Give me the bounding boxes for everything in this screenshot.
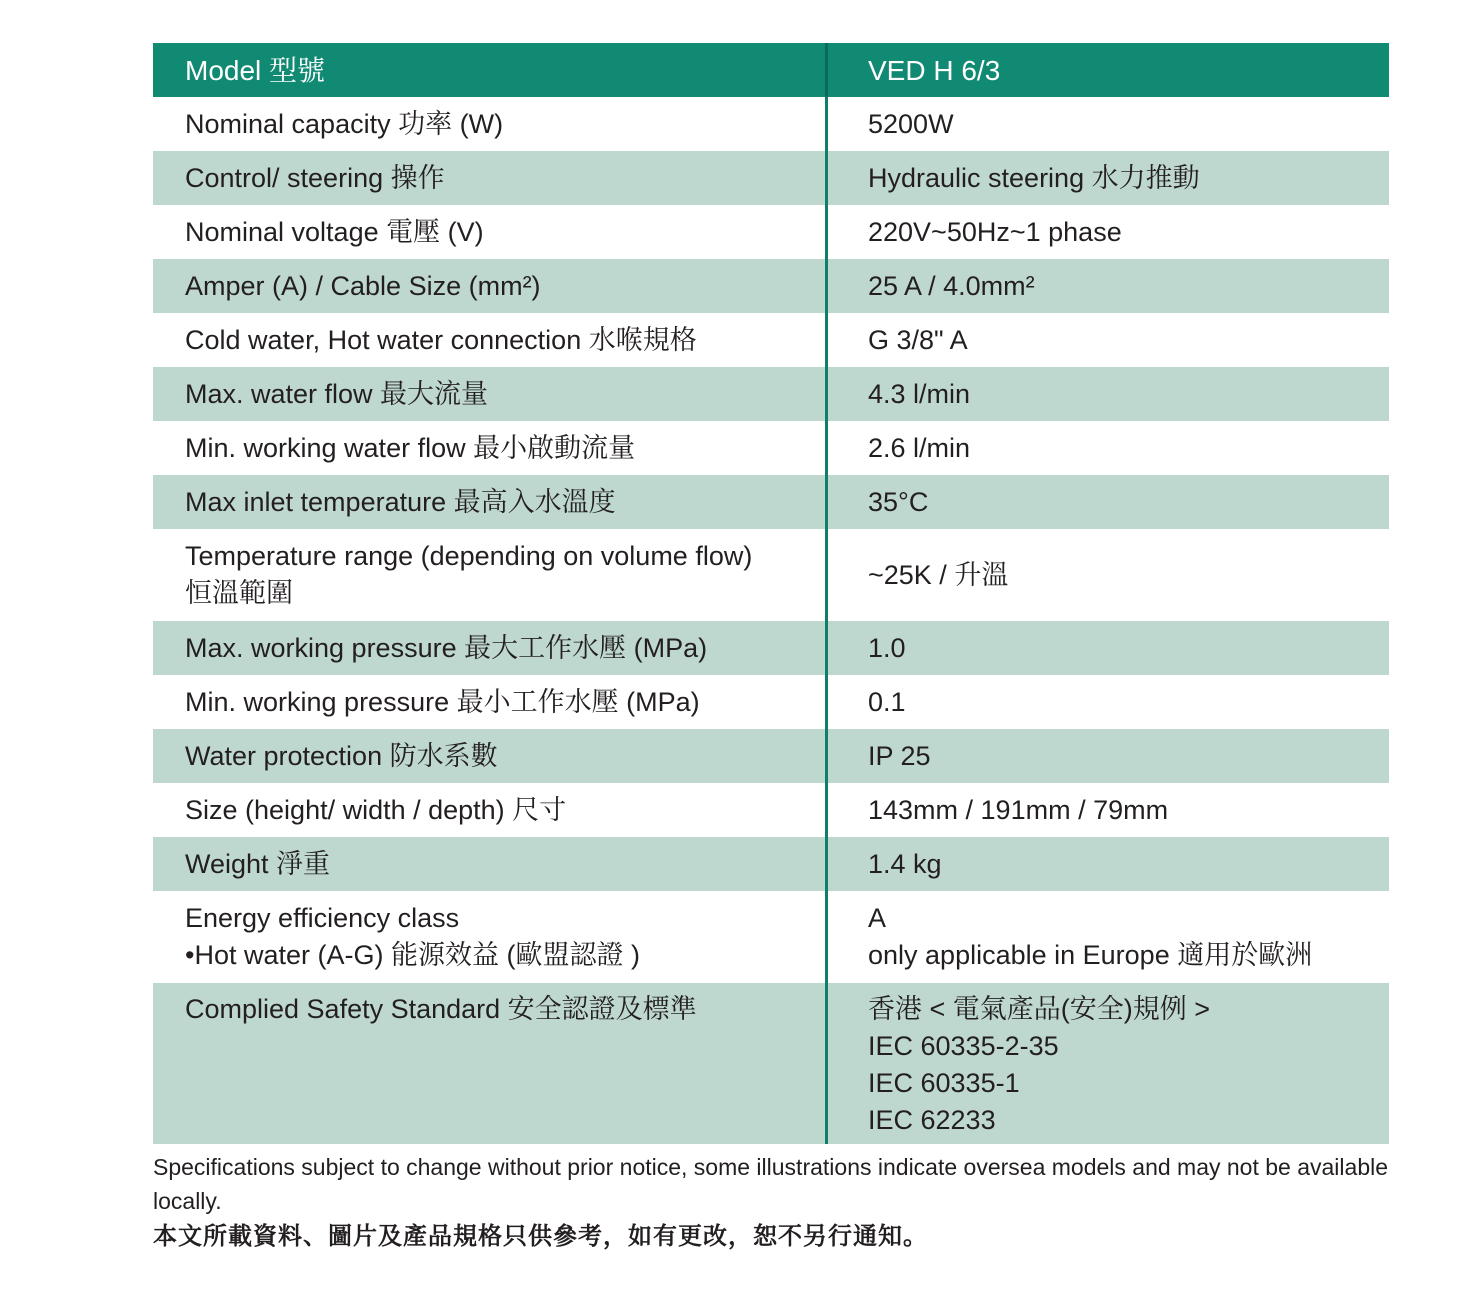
table-row [153,259,1389,313]
table-header-row [153,43,1389,97]
row-value: 5200W [868,108,954,139]
row-value: IP 25 [868,740,931,771]
row-label: Water protection 防水系數 [185,740,498,771]
table-row [153,205,1389,259]
row-value: 220V~50Hz~1 phase [868,216,1122,247]
row-label: Control/ steering 操作 [185,162,445,193]
row-value: 2.6 l/min [868,432,971,463]
table-row [153,983,1389,1144]
row-label: Max inlet temperature 最高入水溫度 [185,486,616,517]
row-value: 25 A / 4.0mm² [868,270,1035,301]
table-row [153,151,1389,205]
row-label: Max. working pressure 最大工作水壓 (MPa) [185,632,708,663]
table-row [153,891,1389,983]
row-label: Size (height/ width / depth) 尺寸 [185,794,567,825]
row-label: Nominal voltage 電壓 (V) [185,216,484,247]
row-label: Complied Safety Standard 安全認證及標準 [185,994,697,1024]
disclaimer-english: Specifications subject to change without prior notice, some illustrations indicate oversea models and may not be available locally. [153,1154,1389,1214]
disclaimer-chinese: 本文所載資料、圖片及產品規格只供參考，如有更改，恕不另行通知。 [153,1223,928,1250]
table-row [153,729,1389,783]
row-label: Energy efficiency class •Hot water (A-G) 能源效益 (歐盟認證 ) [185,903,640,970]
table-row [153,675,1389,729]
row-value: 0.1 [868,686,906,717]
row-label: Max. water flow 最大流量 [185,378,489,409]
row-value: 1.4 kg [868,848,942,879]
row-label: Weight 淨重 [185,848,331,879]
table-row [153,621,1389,675]
row-value: Hydraulic steering 水力推動 [868,162,1200,193]
row-label: Min. working water flow 最小啟動流量 [185,432,636,463]
row-value: 1.0 [868,632,906,663]
row-value: 香港 < 電氣產品(安全)規例 > IEC 60335-2-35 IEC 60335-1 IEC 62233 [868,994,1211,1135]
row-value: G 3/8" A [868,324,968,355]
table-row [153,783,1389,837]
table-row [153,313,1389,367]
row-value: 143mm / 191mm / 79mm [868,794,1169,825]
row-value: 4.3 l/min [868,378,971,409]
row-value: 35°C [868,486,929,517]
row-value: ~25K / 升溫 [868,559,1009,590]
footer-notes [153,1150,1403,1254]
row-value: A only applicable in Europe 適用於歐洲 [868,903,1313,970]
table-row [153,367,1389,421]
row-label: Cold water, Hot water connection 水喉規格 [185,324,697,355]
row-label: Amper (A) / Cable Size (mm²) [185,270,541,301]
row-label: Min. working pressure 最小工作水壓 (MPa) [185,686,700,717]
table-row [153,421,1389,475]
row-label: Nominal capacity 功率 (W) [185,108,504,139]
header-label: Model 型號 [185,54,326,86]
table-row [153,529,1389,621]
table-row [153,97,1389,151]
header-model-value: VED H 6/3 [868,54,1001,86]
spec-table [153,43,1389,1144]
row-label: Temperature range (depending on volume flow) 恒溫範圍 [185,541,753,608]
table-row [153,837,1389,891]
table-row [153,475,1389,529]
